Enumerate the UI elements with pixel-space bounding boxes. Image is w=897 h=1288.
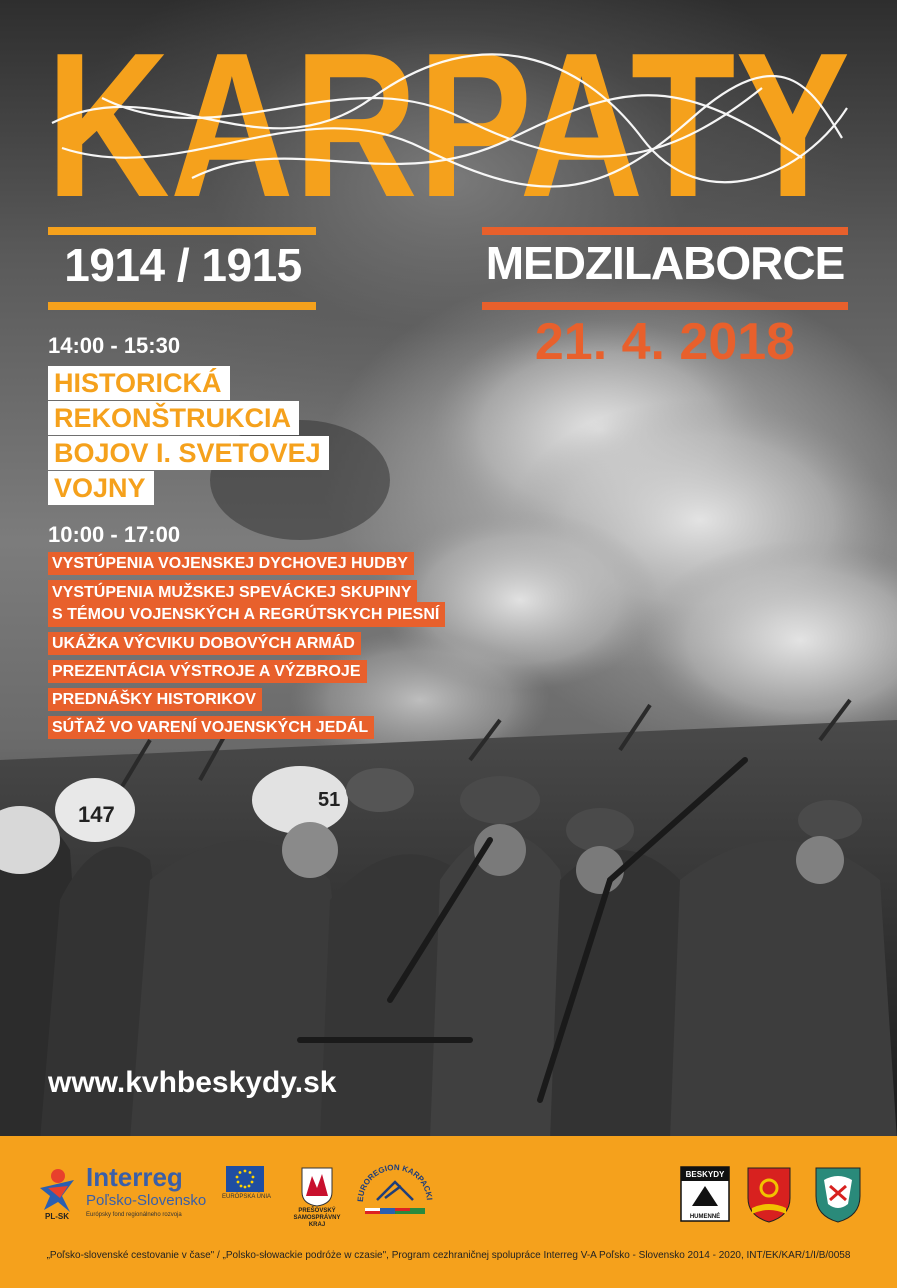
main-event-line: VOJNY <box>48 471 154 505</box>
interreg-name: Interreg <box>86 1162 183 1192</box>
plsk-label: PL-SK <box>45 1212 69 1220</box>
event-title <box>42 28 854 208</box>
main-event-line: BOJOV I. SVETOVEJ <box>48 436 329 470</box>
activity-item: VYSTÚPENIA MUŽSKEJ SPEVÁCKEJ SKUPINY <box>48 580 417 602</box>
activity-item: PREDNÁŠKY HISTORIKOV <box>48 688 262 711</box>
interreg-fund: Európsky fond regionálneho rozvoja <box>86 1212 182 1218</box>
activity-item: S TÉMOU VOJENSKÝCH A REGRÚTSKYCH PIESNÍ <box>48 602 445 627</box>
event-date: 21. 4. 2018 <box>534 313 796 371</box>
activities-list <box>48 552 445 744</box>
eu-flag-icon <box>226 1166 264 1192</box>
town-bottom-rule <box>482 302 848 310</box>
euroregion-logo-icon <box>355 1158 435 1220</box>
town-top-rule <box>482 227 848 235</box>
presov-label: PREŠOVSKÝ SAMOSPRÁVNY KRAJ <box>293 1208 341 1228</box>
years-bottom-rule <box>48 302 316 310</box>
activity-item: VYSTÚPENIA VOJENSKEJ DYCHOVEJ HUDBY <box>48 552 414 575</box>
main-event-block <box>48 366 329 506</box>
beskydy-sub: HUMENNÉ <box>689 1214 721 1220</box>
activity-item: SÚŤAŽ VO VARENÍ VOJENSKÝCH JEDÁL <box>48 716 374 739</box>
beskydy-label: BESKYDY <box>685 1170 725 1179</box>
event-years: 1914 / 1915 <box>64 239 302 291</box>
euroregion-label: EUROREGION KARPACKI <box>355 1162 434 1203</box>
beskydy-badge-icon <box>680 1166 730 1222</box>
activities-time: 10:00 - 17:00 <box>48 522 181 547</box>
website-link[interactable]: www.kvhbeskydy.sk <box>48 1066 337 1099</box>
interreg-logo <box>86 1164 226 1218</box>
years-top-rule <box>48 227 316 235</box>
activity-item: PREZENTÁCIA VÝSTROJE A VÝZBROJE <box>48 660 367 683</box>
event-title-text: KARPATY <box>46 28 850 208</box>
town-crest-icon <box>746 1166 792 1224</box>
eu-label: EURÓPSKA ÚNIA <box>222 1194 272 1200</box>
sponsor-footer <box>0 1136 897 1288</box>
event-town: MEDZILABORCE <box>485 237 845 289</box>
main-event-line: HISTORICKÁ <box>48 366 230 400</box>
helmet-number-center: 51 <box>318 789 341 811</box>
main-event-line: REKONŠTRUKCIA <box>48 401 299 435</box>
helmet-number-left: 147 <box>78 802 115 827</box>
activity-item: UKÁŽKA VÝCVIKU DOBOVÝCH ARMÁD <box>48 632 361 655</box>
footer-project-text: „Poľsko-slovenské cestovanie v čase" / „Polsko-słowackie podróże w czasie", Program cezhraničnej spolupráce Interreg V-A Poľsko - Slovensko 2014 - 2020, INT/EK/KAR/1/I/B/0058 <box>46 1250 851 1261</box>
interreg-region: Poľsko-Slovensko <box>86 1192 207 1209</box>
main-event-time: 14:00 - 15:30 <box>48 333 181 358</box>
county-crest-icon <box>814 1166 862 1224</box>
plsk-logo-icon <box>34 1166 80 1220</box>
